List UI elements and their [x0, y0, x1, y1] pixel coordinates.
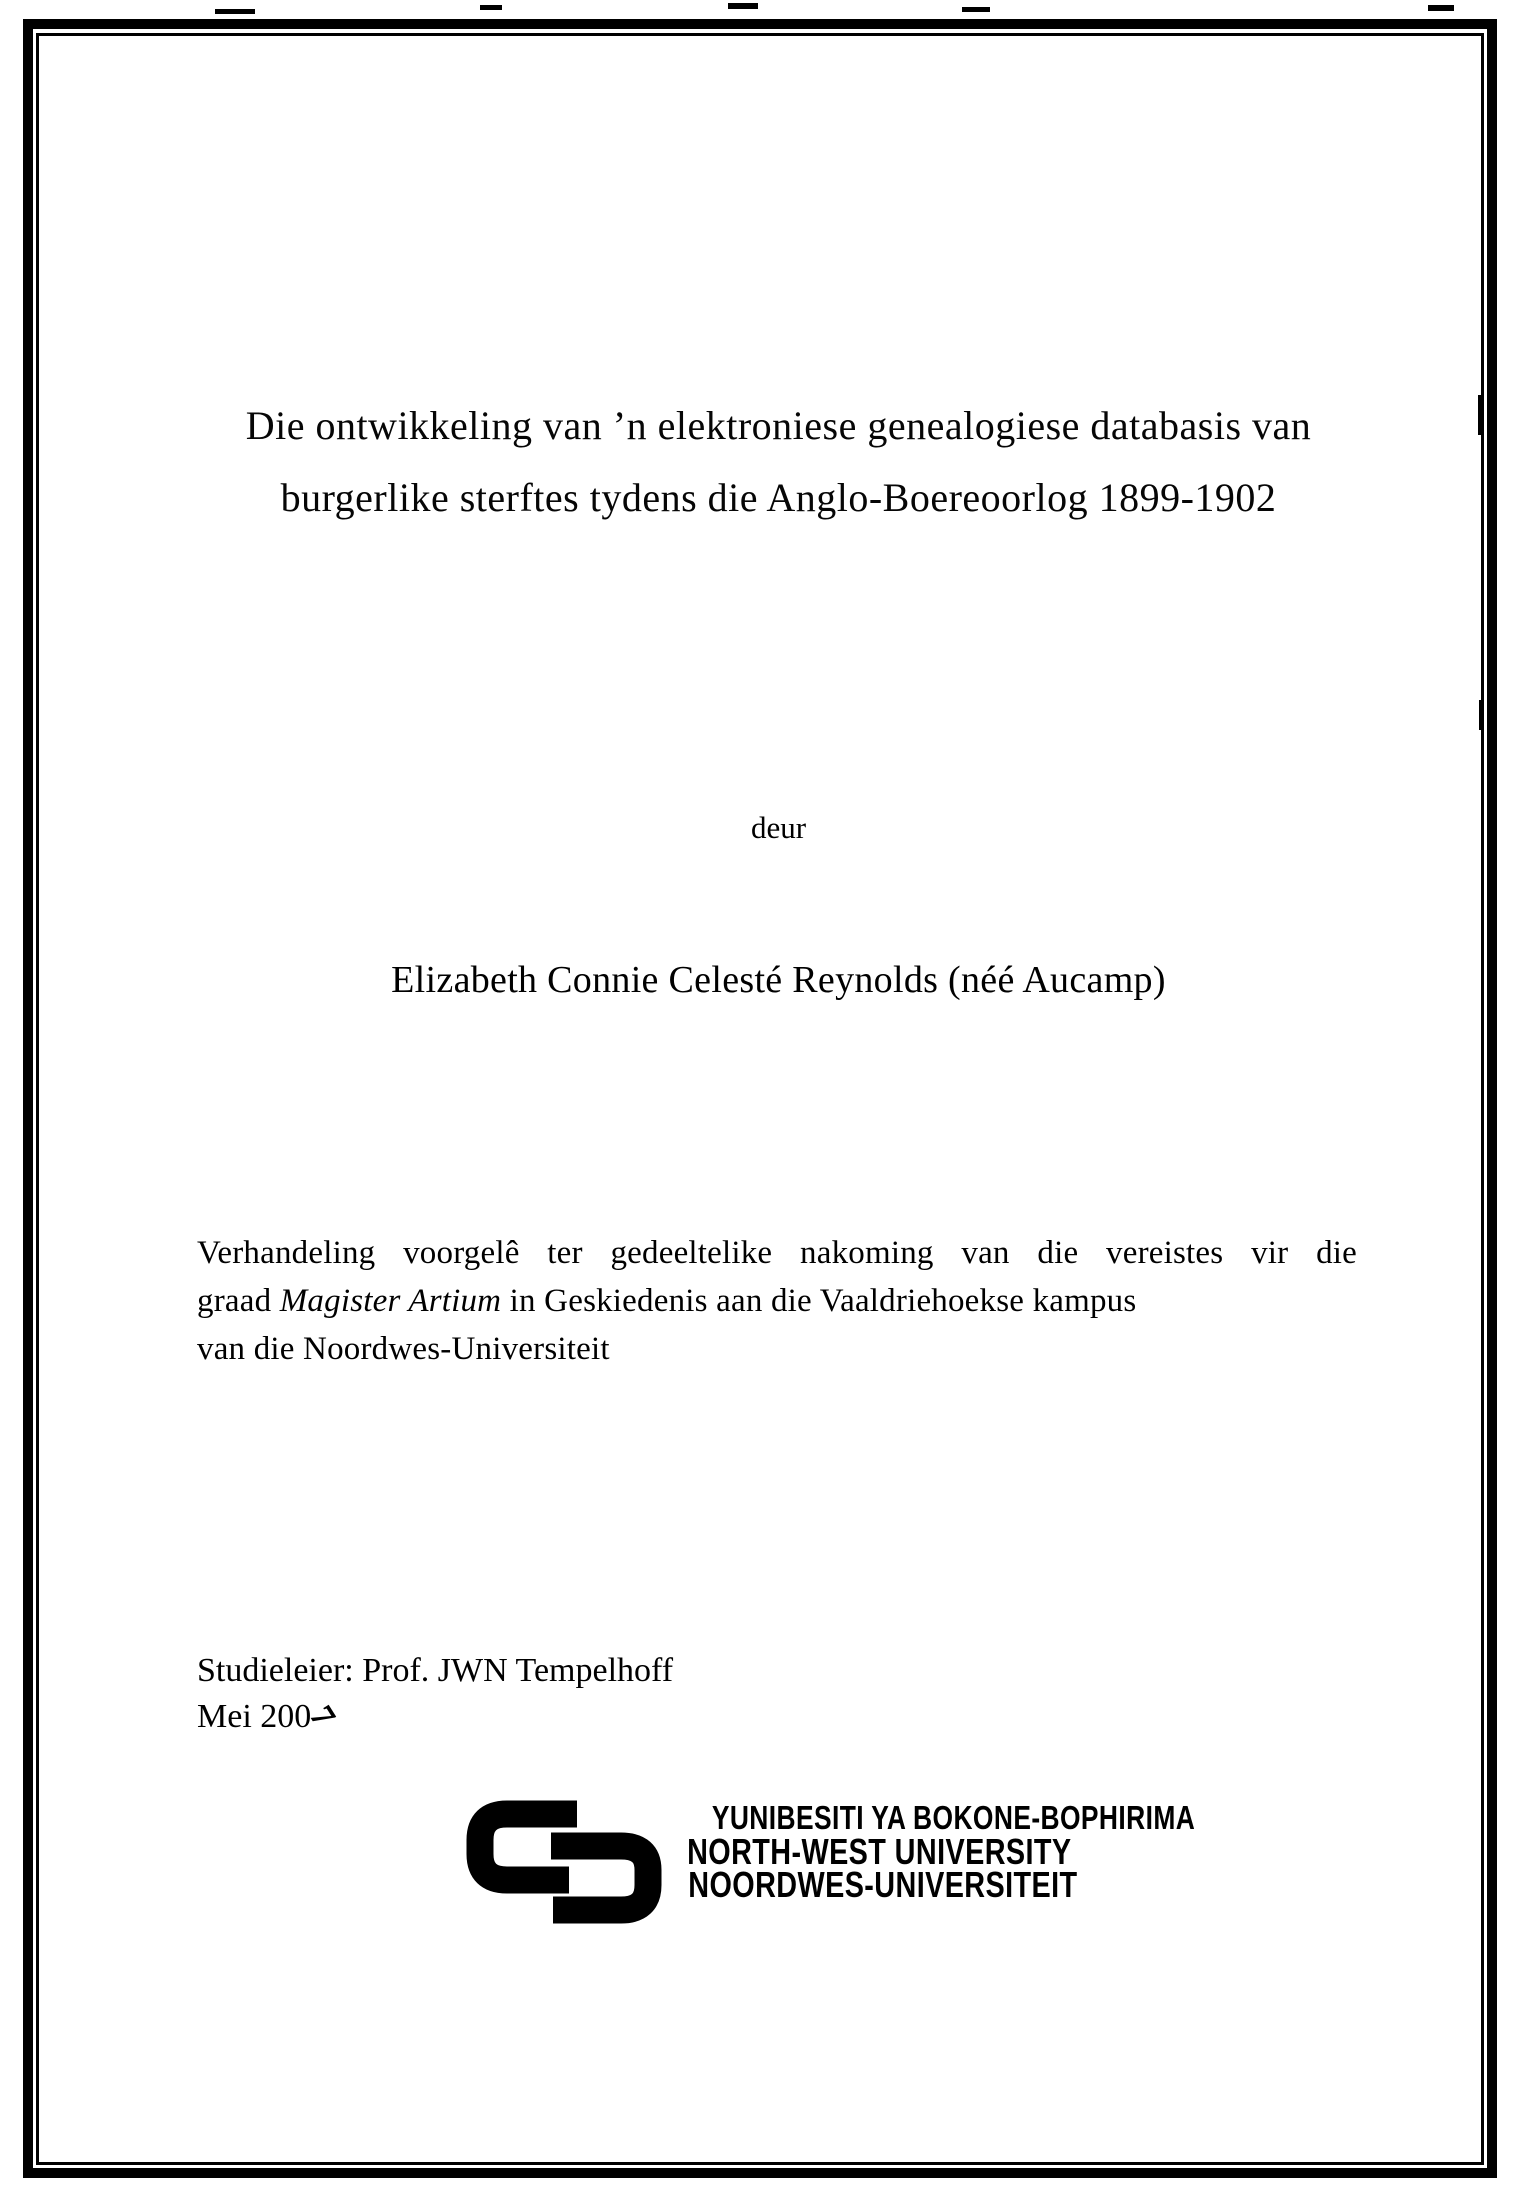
scan-noise [215, 9, 255, 14]
scan-noise [480, 5, 502, 10]
date-line: Mei 2007 [197, 1694, 673, 1740]
logo-line-afrikaans: NOORDWES-UNIVERSITEIT [688, 1864, 1078, 1905]
scan-noise [962, 7, 990, 12]
deformed-seven-glyph: 7 [302, 1699, 343, 1734]
thesis-title-line2: burgerlike sterftes tydens die Anglo-Boereoorlog 1899-1902 [280, 475, 1277, 520]
supervisor-block [197, 1648, 673, 1740]
logo-line-setswana: YUNIBESITI YA BOKONE-BOPHIRIMA [711, 1799, 1196, 1836]
supervisor-line: Studieleier: Prof. JWN Tempelhoff [197, 1652, 674, 1689]
scan-noise [728, 3, 758, 9]
degree-statement-line1: Verhandeling voorgelê ter gedeeltelike nakoming van die vereistes vir die [197, 1235, 1357, 1271]
degree-statement-line3: van die Noordwes-Universiteit [197, 1331, 610, 1367]
byline-deur: deur [750, 810, 807, 845]
thesis-title-line1: Die ontwikkeling van ’n elektroniese genealogiese databasis van [245, 403, 1312, 448]
degree-name-italic: Magister Artium [279, 1283, 502, 1319]
degree-statement-line2: graad Magister Artium in Geskiedenis aan die Vaaldriehoekse kampus [197, 1283, 1137, 1319]
logo-line-english: NORTH-WEST UNIVERSITY [687, 1830, 1072, 1872]
degree-statement [197, 1229, 1357, 1373]
author-name: Elizabeth Connie Celesté Reynolds (néé Aucamp) [391, 959, 1166, 1001]
nwu-logo-wordmark [591, 1799, 1196, 1905]
scan-noise [1428, 5, 1454, 11]
